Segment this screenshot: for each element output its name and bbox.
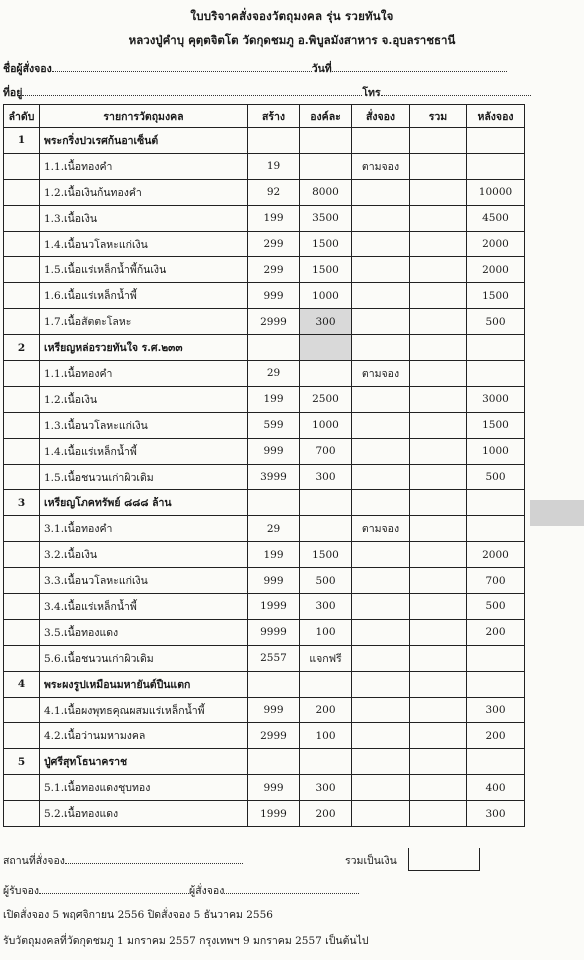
table-row — [4, 153, 525, 179]
col-header-order: สั่งจอง — [352, 105, 410, 128]
cell-made: 299 — [248, 257, 300, 283]
cell-made: 92 — [248, 179, 300, 205]
signature-orderer-label: ผู้สั่งจอง — [189, 885, 225, 897]
cell-made: 2557 — [248, 645, 300, 671]
cell-no — [4, 775, 40, 801]
cell-price — [300, 516, 352, 542]
cell-made — [248, 749, 300, 775]
cell-price: 300 — [300, 594, 352, 620]
cell-price: 2500 — [300, 386, 352, 412]
cell-price: 100 — [300, 723, 352, 749]
cell-made: 2999 — [248, 723, 300, 749]
table-row — [4, 438, 525, 464]
cell-item: 1.5.เนื้อชนวนเก่าผิวเดิม — [40, 464, 248, 490]
cell-total[interactable] — [410, 283, 467, 309]
cell-order: ตามจอง — [352, 516, 410, 542]
cell-after — [467, 749, 525, 775]
cell-total[interactable] — [410, 671, 467, 697]
grand-total-label: รวมเป็นเงิน — [345, 855, 397, 867]
form-title: ใบบริจาคสั่งจองวัตถุมงคล รุ่น รวยทันใจ — [190, 9, 394, 23]
cell-no — [4, 257, 40, 283]
cell-no — [4, 594, 40, 620]
cell-price — [300, 128, 352, 154]
cell-total[interactable] — [410, 775, 467, 801]
cell-after: 200 — [467, 619, 525, 645]
cell-item: 1.2.เนื้อเงินก้นทองคำ — [40, 179, 248, 205]
cell-made — [248, 490, 300, 516]
cell-after: 300 — [467, 697, 525, 723]
cell-after: 4500 — [467, 205, 525, 231]
col-header-after: หลังจอง — [467, 105, 525, 128]
table-row — [4, 412, 525, 438]
cell-item: 5.6.เนื้อชนวนเก่าผิวเดิม — [40, 645, 248, 671]
cell-item: เหรียญหล่อรวยทันใจ ร.ศ.๒๓๓ — [40, 335, 248, 361]
cell-price — [300, 361, 352, 387]
cell-after: 300 — [467, 801, 525, 827]
cell-order[interactable] — [352, 697, 410, 723]
cell-no — [4, 619, 40, 645]
cell-no — [4, 438, 40, 464]
cell-made: 999 — [248, 283, 300, 309]
cell-total[interactable] — [410, 464, 467, 490]
cell-order[interactable] — [352, 309, 410, 335]
phone-label: โทร — [362, 87, 381, 99]
cell-total[interactable] — [410, 749, 467, 775]
cell-after — [467, 671, 525, 697]
address-label: ที่อยู่ — [3, 87, 23, 99]
cell-price: 200 — [300, 801, 352, 827]
cell-made: 2999 — [248, 309, 300, 335]
cell-order[interactable] — [352, 542, 410, 568]
cell-order[interactable] — [352, 619, 410, 645]
cell-order[interactable] — [352, 464, 410, 490]
cell-made: 199 — [248, 542, 300, 568]
table-row — [4, 179, 525, 205]
cell-after — [467, 153, 525, 179]
cell-item: 3.1.เนื้อทองคำ — [40, 516, 248, 542]
cell-after — [467, 645, 525, 671]
cell-made: 599 — [248, 412, 300, 438]
orderer-label: ชื่อผู้สั่งจอง — [3, 63, 52, 75]
table-row — [4, 257, 525, 283]
cell-no — [4, 697, 40, 723]
cell-no — [4, 464, 40, 490]
cell-order[interactable] — [352, 205, 410, 231]
table-row — [4, 464, 525, 490]
cell-total[interactable] — [410, 309, 467, 335]
cell-after — [467, 490, 525, 516]
cell-no — [4, 516, 40, 542]
shaded-margin-block — [530, 500, 584, 526]
cell-item: 1.3.เนื้อนวโลหะแก่เงิน — [40, 412, 248, 438]
cell-item: 3.3.เนื้อนวโลหะแก่เงิน — [40, 568, 248, 594]
form-subtitle: หลวงปู่คำบุ คุตฺตจิตโต วัดกุดชมภู อ.พิบูลมังสาหาร จ.อุบลราชธานี — [128, 33, 456, 47]
cell-total[interactable] — [410, 205, 467, 231]
cell-order[interactable] — [352, 128, 410, 154]
cell-no: 2 — [4, 335, 40, 361]
cell-no: 1 — [4, 128, 40, 154]
cell-price: แจกฟรี — [300, 645, 352, 671]
cell-no — [4, 568, 40, 594]
table-group-row — [4, 671, 525, 697]
cell-total[interactable] — [410, 386, 467, 412]
order-table-body — [4, 128, 525, 827]
receiver-label: ผู้รับจอง — [3, 885, 40, 897]
cell-made: 199 — [248, 205, 300, 231]
cell-no — [4, 231, 40, 257]
cell-order[interactable] — [352, 801, 410, 827]
cell-made: 999 — [248, 568, 300, 594]
cell-after: 1000 — [467, 438, 525, 464]
cell-after: 2000 — [467, 542, 525, 568]
table-group-row — [4, 490, 525, 516]
cell-made: 1999 — [248, 594, 300, 620]
cell-no — [4, 645, 40, 671]
cell-after: 10000 — [467, 179, 525, 205]
cell-after: 400 — [467, 775, 525, 801]
cell-no — [4, 179, 40, 205]
cell-price: 1500 — [300, 542, 352, 568]
cell-total[interactable] — [410, 438, 467, 464]
table-row — [4, 697, 525, 723]
cell-after: 1500 — [467, 412, 525, 438]
cell-total[interactable] — [410, 801, 467, 827]
cell-order[interactable] — [352, 594, 410, 620]
cell-order[interactable] — [352, 386, 410, 412]
cell-total[interactable] — [410, 542, 467, 568]
cell-made: 29 — [248, 516, 300, 542]
cell-after — [467, 516, 525, 542]
cell-after — [467, 361, 525, 387]
table-row — [4, 775, 525, 801]
cell-item: 1.6.เนื้อแร่เหล็กน้ำพี้ — [40, 283, 248, 309]
cell-total[interactable] — [410, 490, 467, 516]
open-dates-text: เปิดสั่งจอง 5 พฤศจิกายน 2556 ปิดสั่งจอง 5 ธันวาคม 2556 — [3, 909, 273, 921]
cell-item: พระผงรูปเหมือนมหายันต์ปืนแตก — [40, 671, 248, 697]
cell-item: 1.3.เนื้อเงิน — [40, 205, 248, 231]
cell-made: 299 — [248, 231, 300, 257]
table-group-row — [4, 749, 525, 775]
signature-orderer-field[interactable] — [224, 883, 359, 894]
cell-after: 500 — [467, 464, 525, 490]
cell-order[interactable] — [352, 412, 410, 438]
cell-made: 999 — [248, 438, 300, 464]
cell-after: 1500 — [467, 283, 525, 309]
cell-after: 2000 — [467, 231, 525, 257]
cell-order[interactable] — [352, 723, 410, 749]
cell-made: 1999 — [248, 801, 300, 827]
grand-total-field[interactable] — [408, 848, 480, 871]
table-row — [4, 542, 525, 568]
cell-total[interactable] — [410, 231, 467, 257]
cell-order[interactable] — [352, 490, 410, 516]
cell-price — [300, 153, 352, 179]
cell-item: 3.5.เนื้อทองแดง — [40, 619, 248, 645]
cell-price: 300 — [300, 464, 352, 490]
cell-price: 300 — [300, 775, 352, 801]
table-row — [4, 619, 525, 645]
cell-no — [4, 542, 40, 568]
cell-no: 5 — [4, 749, 40, 775]
cell-after: 500 — [467, 594, 525, 620]
orderer-line — [3, 60, 507, 77]
table-row — [4, 723, 525, 749]
cell-no — [4, 723, 40, 749]
cell-price — [300, 749, 352, 775]
cell-order[interactable] — [352, 335, 410, 361]
address-line — [3, 84, 531, 101]
cell-made: 999 — [248, 775, 300, 801]
cell-item: 3.2.เนื้อเงิน — [40, 542, 248, 568]
cell-price: 100 — [300, 619, 352, 645]
cell-order[interactable] — [352, 283, 410, 309]
table-row — [4, 309, 525, 335]
cell-item: 1.7.เนื้อสัตตะโลหะ — [40, 309, 248, 335]
cell-after: 500 — [467, 309, 525, 335]
cell-item: 1.4.เนื้อนวโลหะแก่เงิน — [40, 231, 248, 257]
cell-no — [4, 153, 40, 179]
cell-total[interactable] — [410, 361, 467, 387]
signature-line — [3, 882, 359, 899]
cell-order[interactable] — [352, 438, 410, 464]
place-line — [3, 852, 243, 869]
table-header-row — [4, 105, 525, 128]
cell-order[interactable] — [352, 257, 410, 283]
cell-total[interactable] — [410, 179, 467, 205]
col-header-total: รวม — [410, 105, 467, 128]
table-row — [4, 361, 525, 387]
cell-price: 700 — [300, 438, 352, 464]
cell-item: 1.5.เนื้อแร่เหล็กน้ำพี้ก้นเงิน — [40, 257, 248, 283]
cell-item: 5.2.เนื้อทองแดง — [40, 801, 248, 827]
cell-no — [4, 309, 40, 335]
cell-total[interactable] — [410, 645, 467, 671]
cell-after: 700 — [467, 568, 525, 594]
cell-made — [248, 671, 300, 697]
cell-item: 4.2.เนื้อว่านมหามงคล — [40, 723, 248, 749]
cell-total[interactable] — [410, 516, 467, 542]
cell-order[interactable] — [352, 645, 410, 671]
col-header-made: สร้าง — [248, 105, 300, 128]
cell-price: 300 — [300, 309, 352, 335]
cell-no — [4, 412, 40, 438]
cell-price: 1500 — [300, 257, 352, 283]
date-field[interactable] — [332, 61, 507, 72]
cell-item: พระกริ่งปวเรศก้นอาเซ็นต์ — [40, 128, 248, 154]
cell-price: 200 — [300, 697, 352, 723]
cell-order[interactable] — [352, 671, 410, 697]
cell-price: 500 — [300, 568, 352, 594]
cell-no — [4, 283, 40, 309]
cell-total[interactable] — [410, 594, 467, 620]
cell-price — [300, 335, 352, 361]
table-row — [4, 205, 525, 231]
cell-made: 199 — [248, 386, 300, 412]
table-group-row — [4, 128, 525, 154]
cell-order[interactable] — [352, 749, 410, 775]
cell-order[interactable] — [352, 179, 410, 205]
cell-price — [300, 671, 352, 697]
cell-made — [248, 128, 300, 154]
order-table — [3, 104, 525, 827]
cell-total[interactable] — [410, 412, 467, 438]
cell-price: 8000 — [300, 179, 352, 205]
orderer-name-field[interactable] — [52, 61, 312, 72]
cell-after: 2000 — [467, 257, 525, 283]
receiver-field[interactable] — [39, 883, 189, 894]
cell-price: 1500 — [300, 231, 352, 257]
cell-order: ตามจอง — [352, 361, 410, 387]
cell-after — [467, 128, 525, 154]
address-field[interactable] — [22, 85, 362, 96]
cell-item: 5.1.เนื้อทองแดงชุบทอง — [40, 775, 248, 801]
cell-item: ปู่ศรีสุทโธนาคราช — [40, 749, 248, 775]
cell-no — [4, 361, 40, 387]
cell-item: 4.1.เนื้อผงพุทธคุณผสมแร่เหล็กน้ำพี้ — [40, 697, 248, 723]
place-label: สถานที่สั่งจอง — [3, 855, 65, 867]
cell-total[interactable] — [410, 153, 467, 179]
table-row — [4, 594, 525, 620]
cell-total[interactable] — [410, 723, 467, 749]
phone-field[interactable] — [381, 85, 531, 96]
cell-item: 1.1.เนื้อทองคำ — [40, 153, 248, 179]
cell-no — [4, 801, 40, 827]
cell-no: 3 — [4, 490, 40, 516]
cell-total[interactable] — [410, 619, 467, 645]
cell-item: 1.2.เนื้อเงิน — [40, 386, 248, 412]
cell-item: 1.1.เนื้อทองคำ — [40, 361, 248, 387]
cell-made: 29 — [248, 361, 300, 387]
cell-after — [467, 335, 525, 361]
cell-price: 1000 — [300, 283, 352, 309]
pickup-text: รับวัตถุมงคลที่วัดกุดชมภู 1 มกราคม 2557 กรุงเทพฯ 9 มกราคม 2557 เป็นต้นไป — [3, 935, 369, 947]
cell-no: 4 — [4, 671, 40, 697]
table-row — [4, 645, 525, 671]
cell-price: 1000 — [300, 412, 352, 438]
cell-made: 999 — [248, 697, 300, 723]
cell-no — [4, 205, 40, 231]
place-field[interactable] — [65, 853, 243, 864]
cell-made: 19 — [248, 153, 300, 179]
col-header-item: รายการวัตถุมงคล — [40, 105, 248, 128]
cell-price: 3500 — [300, 205, 352, 231]
cell-order[interactable] — [352, 568, 410, 594]
cell-order: ตามจอง — [352, 153, 410, 179]
cell-total[interactable] — [410, 568, 467, 594]
cell-price — [300, 490, 352, 516]
cell-after: 200 — [467, 723, 525, 749]
table-group-row — [4, 335, 525, 361]
table-row — [4, 516, 525, 542]
cell-total[interactable] — [410, 257, 467, 283]
table-row — [4, 386, 525, 412]
cell-total[interactable] — [410, 128, 467, 154]
col-header-price: องค์ละ — [300, 105, 352, 128]
date-label: วันที่ — [311, 63, 332, 75]
cell-item: เหรียญโภคทรัพย์ ๘๘๘ ล้าน — [40, 490, 248, 516]
cell-made: 3999 — [248, 464, 300, 490]
cell-order[interactable] — [352, 231, 410, 257]
table-row — [4, 568, 525, 594]
cell-total[interactable] — [410, 335, 467, 361]
cell-item: 1.4.เนื้อแร่เหล็กน้ำพี้ — [40, 438, 248, 464]
cell-order[interactable] — [352, 775, 410, 801]
cell-after: 3000 — [467, 386, 525, 412]
cell-total[interactable] — [410, 697, 467, 723]
table-row — [4, 231, 525, 257]
cell-made — [248, 335, 300, 361]
table-row — [4, 801, 525, 827]
cell-made: 9999 — [248, 619, 300, 645]
cell-item: 3.4.เนื้อแร่เหล็กน้ำพี้ — [40, 594, 248, 620]
cell-no — [4, 386, 40, 412]
table-row — [4, 283, 525, 309]
col-header-no: ลำดับ — [4, 105, 40, 128]
